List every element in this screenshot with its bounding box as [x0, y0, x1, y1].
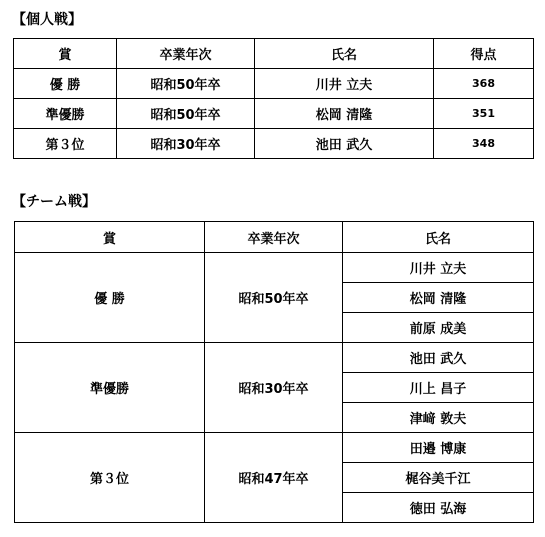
member-name-cell: 川上 昌子: [343, 373, 534, 403]
header-grad-year: 卒業年次: [205, 222, 343, 253]
member-name-cell: 松岡 清隆: [343, 283, 534, 313]
score-cell: 351: [434, 99, 534, 129]
header-prize: 賞: [14, 39, 117, 69]
prize-cell: 優 勝: [15, 253, 205, 343]
grad-year-cell: 昭和47年卒: [205, 433, 343, 523]
table-row: [14, 99, 534, 129]
table-header-row: [15, 222, 534, 253]
prize-cell: 第３位: [15, 433, 205, 523]
team-results-table: [14, 221, 534, 523]
header-name: 氏名: [343, 222, 534, 253]
prize-cell: 準優勝: [14, 99, 117, 129]
table-row: [14, 69, 534, 99]
prize-cell: 準優勝: [15, 343, 205, 433]
individual-section-title: 【個人戦】: [12, 12, 82, 28]
prize-cell: 第３位: [14, 129, 117, 159]
member-name-cell: 前原 成美: [343, 313, 534, 343]
prize-cell: 優 勝: [14, 69, 117, 99]
grad-year-cell: 昭和50年卒: [117, 69, 255, 99]
member-name-cell: 川井 立夫: [343, 253, 534, 283]
header-grad-year: 卒業年次: [117, 39, 255, 69]
grad-year-cell: 昭和50年卒: [117, 99, 255, 129]
header-name: 氏名: [255, 39, 434, 69]
member-name-cell: 池田 武久: [343, 343, 534, 373]
table-row: [15, 343, 534, 373]
member-name-cell: 梶谷美千江: [343, 463, 534, 493]
member-name-cell: 徳田 弘海: [343, 493, 534, 523]
table-header-row: [14, 39, 534, 69]
name-cell: 松岡 清隆: [255, 99, 434, 129]
team-section-title: 【チーム戦】: [12, 194, 96, 210]
table-row: [15, 253, 534, 283]
individual-results-table: [13, 38, 534, 159]
grad-year-cell: 昭和50年卒: [205, 253, 343, 343]
name-cell: 池田 武久: [255, 129, 434, 159]
grad-year-cell: 昭和30年卒: [205, 343, 343, 433]
table-row: [14, 129, 534, 159]
table-row: [15, 433, 534, 463]
name-cell: 川井 立夫: [255, 69, 434, 99]
score-cell: 368: [434, 69, 534, 99]
header-score: 得点: [434, 39, 534, 69]
grad-year-cell: 昭和30年卒: [117, 129, 255, 159]
member-name-cell: 津﨑 敦夫: [343, 403, 534, 433]
header-prize: 賞: [15, 222, 205, 253]
member-name-cell: 田邉 博康: [343, 433, 534, 463]
score-cell: 348: [434, 129, 534, 159]
